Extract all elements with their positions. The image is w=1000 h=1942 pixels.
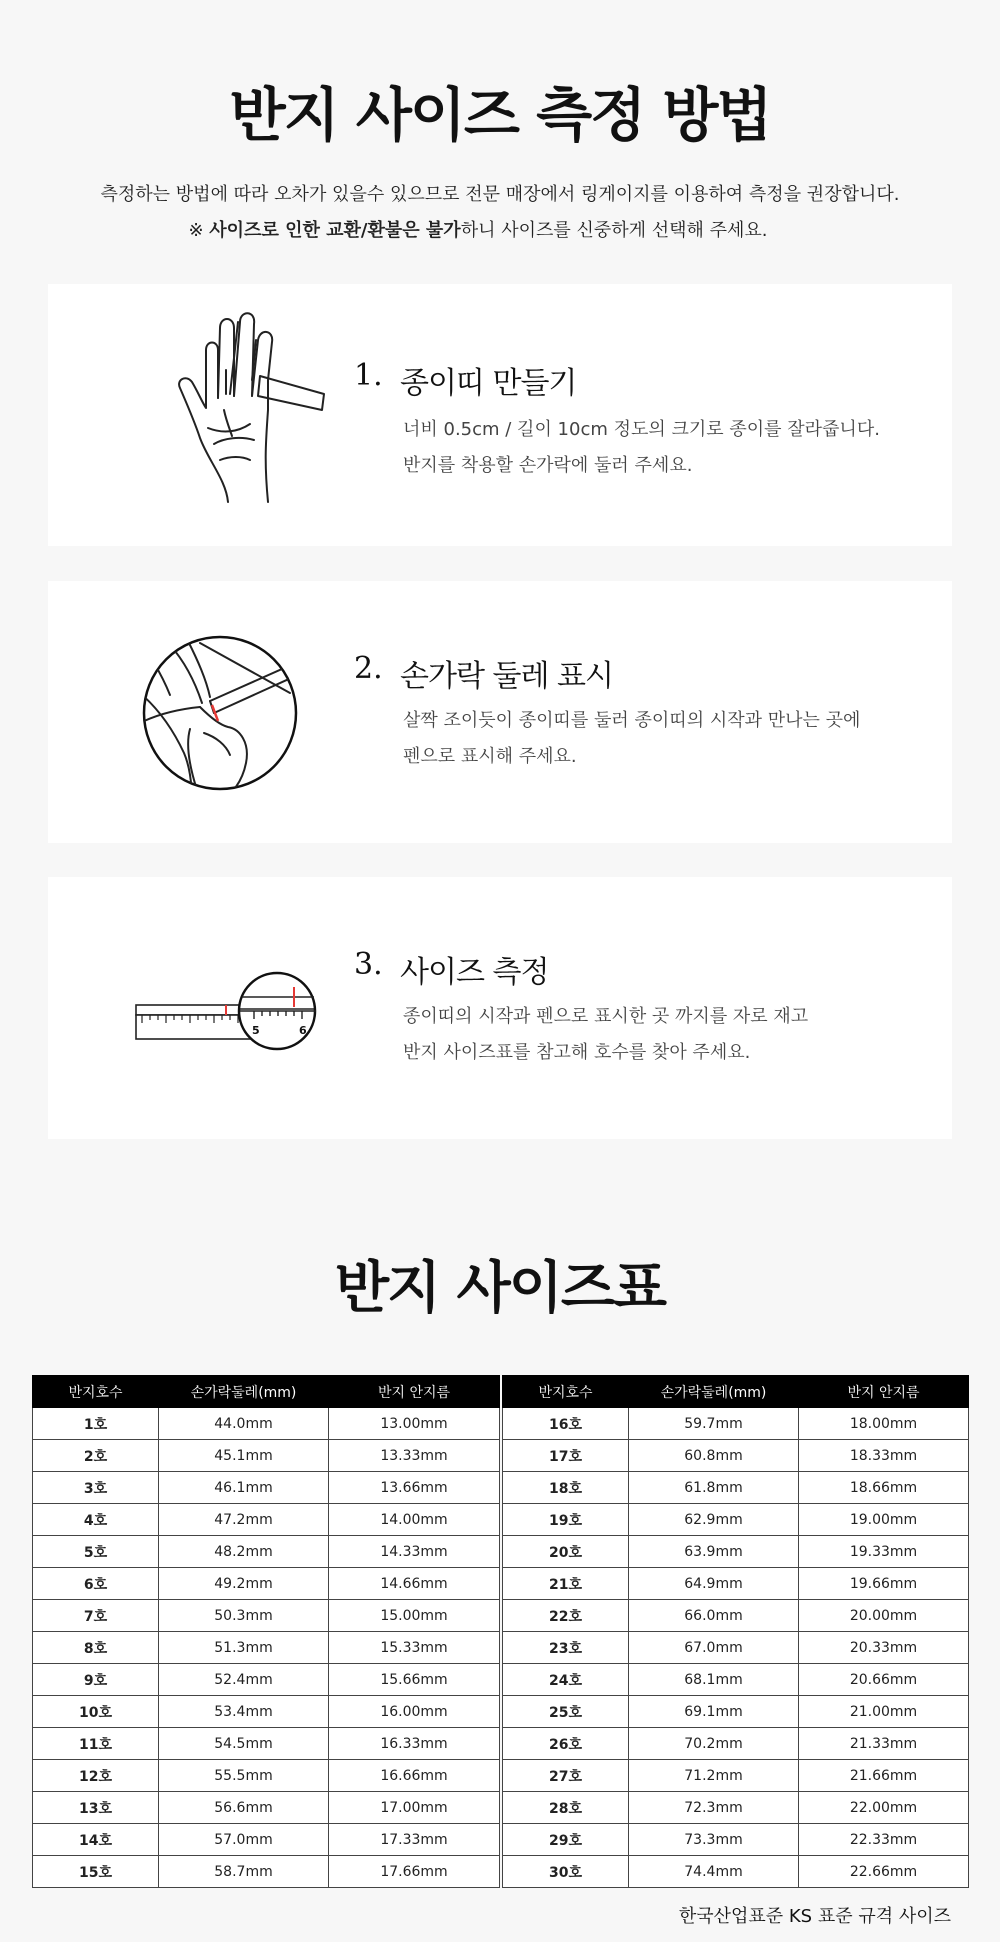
cell-circumference: 66.0mm bbox=[629, 1600, 799, 1632]
table-row bbox=[33, 1856, 500, 1888]
cell-inner-diameter: 16.33mm bbox=[329, 1728, 500, 1760]
table-row bbox=[503, 1536, 969, 1568]
step-description-line1: 종이띠의 시작과 펜으로 표시한 곳 까지를 자로 재고 bbox=[403, 1006, 809, 1027]
cell-circumference: 69.1mm bbox=[629, 1696, 799, 1728]
cell-circumference: 47.2mm bbox=[159, 1504, 329, 1536]
cell-circumference: 56.6mm bbox=[159, 1792, 329, 1824]
table-row bbox=[503, 1440, 969, 1472]
warning-rest: 하니 사이즈를 신중하게 선택해 주세요. bbox=[460, 220, 768, 241]
cell-circumference: 45.1mm bbox=[159, 1440, 329, 1472]
table-row bbox=[33, 1568, 500, 1600]
table-row bbox=[33, 1472, 500, 1504]
cell-ring-size: 22호 bbox=[503, 1600, 629, 1632]
hand-paper-strip-icon bbox=[168, 310, 348, 510]
cell-ring-size: 29호 bbox=[503, 1824, 629, 1856]
col-header-size: 반지호수 bbox=[33, 1376, 159, 1408]
size-table-left bbox=[32, 1375, 500, 1888]
col-header-circumference: 손가락둘레(mm) bbox=[629, 1376, 799, 1408]
cell-ring-size: 18호 bbox=[503, 1472, 629, 1504]
cell-circumference: 67.0mm bbox=[629, 1632, 799, 1664]
cell-inner-diameter: 17.66mm bbox=[329, 1856, 500, 1888]
exchange-warning bbox=[0, 216, 1000, 242]
cell-ring-size: 25호 bbox=[503, 1696, 629, 1728]
cell-inner-diameter: 22.66mm bbox=[799, 1856, 969, 1888]
cell-inner-diameter: 18.33mm bbox=[799, 1440, 969, 1472]
intro-notice: 측정하는 방법에 따라 오차가 있을수 있으므로 전문 매장에서 링게이지를 이용하여 측정을 권장합니다. bbox=[100, 184, 900, 205]
cell-circumference: 57.0mm bbox=[159, 1824, 329, 1856]
table-row bbox=[503, 1856, 969, 1888]
table-row bbox=[503, 1600, 969, 1632]
table-row bbox=[503, 1568, 969, 1600]
table-row bbox=[503, 1760, 969, 1792]
table-row bbox=[33, 1728, 500, 1760]
table-row bbox=[33, 1440, 500, 1472]
cell-inner-diameter: 19.66mm bbox=[799, 1568, 969, 1600]
step-card-1 bbox=[48, 284, 952, 546]
cell-inner-diameter: 15.66mm bbox=[329, 1664, 500, 1696]
cell-ring-size: 2호 bbox=[33, 1440, 159, 1472]
table-row bbox=[503, 1664, 969, 1696]
table-row bbox=[33, 1632, 500, 1664]
cell-inner-diameter: 14.66mm bbox=[329, 1568, 500, 1600]
table-row bbox=[33, 1408, 500, 1440]
step-description bbox=[403, 999, 808, 1071]
cell-circumference: 52.4mm bbox=[159, 1664, 329, 1696]
page-title: 반지 사이즈 측정 방법 bbox=[229, 81, 771, 149]
cell-circumference: 48.2mm bbox=[159, 1536, 329, 1568]
table-row bbox=[503, 1408, 969, 1440]
cell-inner-diameter: 20.00mm bbox=[799, 1600, 969, 1632]
cell-ring-size: 14호 bbox=[33, 1824, 159, 1856]
cell-ring-size: 26호 bbox=[503, 1728, 629, 1760]
cell-inner-diameter: 18.66mm bbox=[799, 1472, 969, 1504]
cell-ring-size: 20호 bbox=[503, 1536, 629, 1568]
cell-circumference: 54.5mm bbox=[159, 1728, 329, 1760]
cell-inner-diameter: 18.00mm bbox=[799, 1408, 969, 1440]
cell-inner-diameter: 17.33mm bbox=[329, 1824, 500, 1856]
col-header-circumference: 손가락둘레(mm) bbox=[159, 1376, 329, 1408]
col-header-size: 반지호수 bbox=[503, 1376, 629, 1408]
cell-ring-size: 8호 bbox=[33, 1632, 159, 1664]
step-description-line2: 반지 사이즈표를 참고해 호수를 찾아 주세요. bbox=[403, 1042, 751, 1063]
step-number: 3. bbox=[354, 947, 383, 982]
step-description bbox=[403, 703, 860, 775]
table-row bbox=[33, 1600, 500, 1632]
table-row bbox=[503, 1632, 969, 1664]
cell-circumference: 49.2mm bbox=[159, 1568, 329, 1600]
cell-inner-diameter: 19.33mm bbox=[799, 1536, 969, 1568]
cell-circumference: 59.7mm bbox=[629, 1408, 799, 1440]
table-row bbox=[33, 1760, 500, 1792]
cell-circumference: 60.8mm bbox=[629, 1440, 799, 1472]
col-header-inner-diameter: 반지 안지름 bbox=[329, 1376, 500, 1408]
table-row bbox=[33, 1696, 500, 1728]
cell-ring-size: 6호 bbox=[33, 1568, 159, 1600]
cell-circumference: 71.2mm bbox=[629, 1760, 799, 1792]
cell-ring-size: 16호 bbox=[503, 1408, 629, 1440]
finger-mark-icon bbox=[140, 633, 300, 793]
step-card-2 bbox=[48, 581, 952, 843]
cell-circumference: 55.5mm bbox=[159, 1760, 329, 1792]
ruler-label-5: 5 bbox=[252, 1024, 260, 1037]
cell-ring-size: 7호 bbox=[33, 1600, 159, 1632]
cell-circumference: 64.9mm bbox=[629, 1568, 799, 1600]
cell-inner-diameter: 19.00mm bbox=[799, 1504, 969, 1536]
cell-ring-size: 12호 bbox=[33, 1760, 159, 1792]
cell-inner-diameter: 14.33mm bbox=[329, 1536, 500, 1568]
cell-ring-size: 13호 bbox=[33, 1792, 159, 1824]
step-card-3 bbox=[48, 877, 952, 1139]
table-row bbox=[503, 1824, 969, 1856]
step-title: 사이즈 측정 bbox=[400, 955, 549, 990]
cell-ring-size: 5호 bbox=[33, 1536, 159, 1568]
table-row bbox=[33, 1536, 500, 1568]
cell-inner-diameter: 16.66mm bbox=[329, 1760, 500, 1792]
cell-ring-size: 19호 bbox=[503, 1504, 629, 1536]
cell-circumference: 74.4mm bbox=[629, 1856, 799, 1888]
table-row bbox=[33, 1824, 500, 1856]
cell-ring-size: 30호 bbox=[503, 1856, 629, 1888]
cell-circumference: 51.3mm bbox=[159, 1632, 329, 1664]
table-row bbox=[33, 1664, 500, 1696]
cell-ring-size: 9호 bbox=[33, 1664, 159, 1696]
cell-ring-size: 11호 bbox=[33, 1728, 159, 1760]
cell-ring-size: 15호 bbox=[33, 1856, 159, 1888]
ruler-label-6: 6 bbox=[299, 1024, 307, 1037]
table-row bbox=[503, 1472, 969, 1504]
step-title: 종이띠 만들기 bbox=[400, 366, 577, 401]
step-number: 2. bbox=[354, 651, 383, 686]
cell-ring-size: 21호 bbox=[503, 1568, 629, 1600]
cell-circumference: 63.9mm bbox=[629, 1536, 799, 1568]
ruler-magnifier-icon bbox=[134, 963, 324, 1053]
cell-inner-diameter: 21.00mm bbox=[799, 1696, 969, 1728]
warning-bold: 사이즈로 인한 교환/환불은 불가 bbox=[209, 220, 461, 241]
cell-inner-diameter: 13.66mm bbox=[329, 1472, 500, 1504]
step-number: 1. bbox=[354, 358, 383, 393]
size-table-title: 반지 사이즈표 bbox=[334, 1256, 666, 1321]
table-row bbox=[33, 1792, 500, 1824]
step-description-line1: 너비 0.5cm / 길이 10cm 정도의 크기로 종이를 잘라줍니다. bbox=[403, 419, 880, 440]
cell-circumference: 44.0mm bbox=[159, 1408, 329, 1440]
step-description-line2: 펜으로 표시해 주세요. bbox=[403, 746, 577, 767]
col-header-inner-diameter: 반지 안지름 bbox=[799, 1376, 969, 1408]
table-row bbox=[503, 1728, 969, 1760]
cell-circumference: 73.3mm bbox=[629, 1824, 799, 1856]
step-title: 손가락 둘레 표시 bbox=[400, 659, 613, 694]
cell-circumference: 62.9mm bbox=[629, 1504, 799, 1536]
table-row bbox=[503, 1696, 969, 1728]
cell-inner-diameter: 13.00mm bbox=[329, 1408, 500, 1440]
cell-circumference: 53.4mm bbox=[159, 1696, 329, 1728]
cell-inner-diameter: 22.00mm bbox=[799, 1792, 969, 1824]
cell-ring-size: 28호 bbox=[503, 1792, 629, 1824]
step-description-line1: 살짝 조이듯이 종이띠를 둘러 종이띠의 시작과 만나는 곳에 bbox=[403, 710, 861, 731]
cell-circumference: 72.3mm bbox=[629, 1792, 799, 1824]
ks-standard-note: 한국산업표준 KS 표준 규격 사이즈 bbox=[678, 1906, 951, 1927]
table-row bbox=[503, 1792, 969, 1824]
cell-inner-diameter: 14.00mm bbox=[329, 1504, 500, 1536]
cell-inner-diameter: 15.00mm bbox=[329, 1600, 500, 1632]
cell-inner-diameter: 13.33mm bbox=[329, 1440, 500, 1472]
cell-inner-diameter: 21.33mm bbox=[799, 1728, 969, 1760]
cell-circumference: 50.3mm bbox=[159, 1600, 329, 1632]
cell-circumference: 68.1mm bbox=[629, 1664, 799, 1696]
cell-circumference: 70.2mm bbox=[629, 1728, 799, 1760]
table-row bbox=[503, 1504, 969, 1536]
cell-ring-size: 27호 bbox=[503, 1760, 629, 1792]
step-description-line2: 반지를 착용할 손가락에 둘러 주세요. bbox=[403, 455, 693, 476]
cell-ring-size: 23호 bbox=[503, 1632, 629, 1664]
cell-inner-diameter: 15.33mm bbox=[329, 1632, 500, 1664]
cell-ring-size: 4호 bbox=[33, 1504, 159, 1536]
cell-inner-diameter: 22.33mm bbox=[799, 1824, 969, 1856]
cell-ring-size: 17호 bbox=[503, 1440, 629, 1472]
table-row bbox=[33, 1504, 500, 1536]
size-table-right bbox=[502, 1375, 969, 1888]
cell-inner-diameter: 20.66mm bbox=[799, 1664, 969, 1696]
cell-ring-size: 3호 bbox=[33, 1472, 159, 1504]
step-description bbox=[403, 412, 880, 484]
cell-circumference: 46.1mm bbox=[159, 1472, 329, 1504]
cell-inner-diameter: 17.00mm bbox=[329, 1792, 500, 1824]
cell-inner-diameter: 16.00mm bbox=[329, 1696, 500, 1728]
cell-inner-diameter: 21.66mm bbox=[799, 1760, 969, 1792]
cell-inner-diameter: 20.33mm bbox=[799, 1632, 969, 1664]
warning-mark: ※ bbox=[188, 220, 210, 241]
cell-circumference: 58.7mm bbox=[159, 1856, 329, 1888]
cell-circumference: 61.8mm bbox=[629, 1472, 799, 1504]
cell-ring-size: 1호 bbox=[33, 1408, 159, 1440]
cell-ring-size: 10호 bbox=[33, 1696, 159, 1728]
cell-ring-size: 24호 bbox=[503, 1664, 629, 1696]
